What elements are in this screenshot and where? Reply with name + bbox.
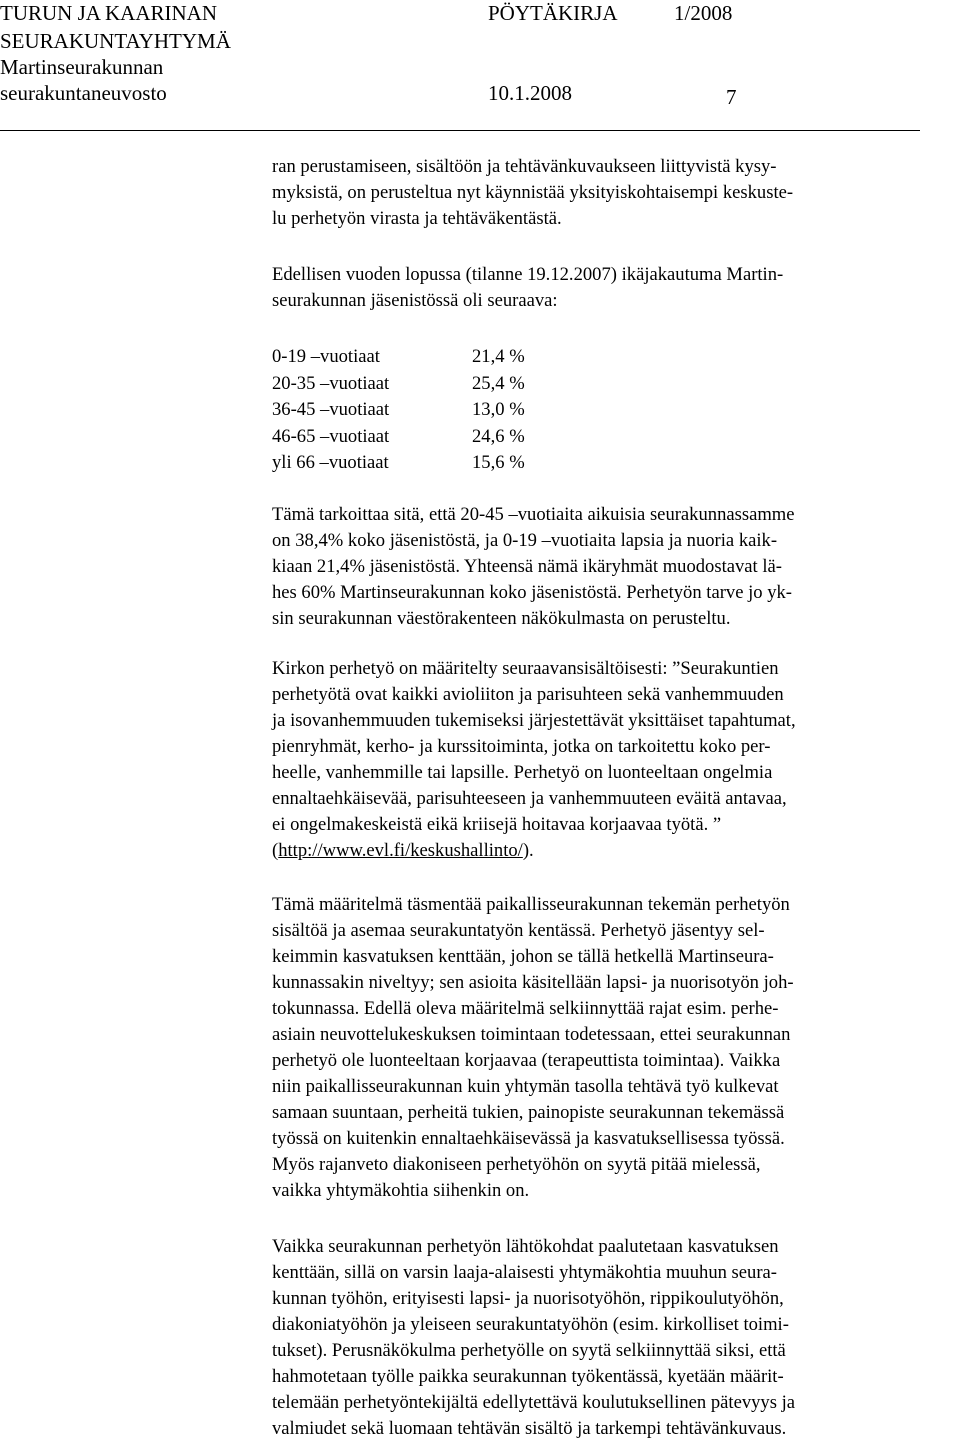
text-line: ennaltaehkäisevää, parisuhteeseen ja vanhemmuuteen eväitä antavaa, [272,788,787,809]
text-line: samaan suuntaan, perheitä tukien, painopiste seurakunnan tekemässä [272,1102,785,1123]
source-link[interactable]: http://www.evl.fi/keskushallinto/ [278,840,523,861]
text-line: Myös rajanveto diakoniseen perhetyöhön on syytä pitää mielessä, [272,1154,761,1175]
text-line: ei ongelmakeskeistä eikä kriisejä hoitavaa korjaavaa työtä. ” [272,814,722,835]
age-group-label: 36-45 –vuotiaat [272,399,390,420]
age-group-label: 0-19 –vuotiaat [272,346,380,367]
text-line: pienryhmät, kerho- ja kurssitoiminta, jotka on tarkoitettu koko per- [272,736,771,757]
text-line: Kirkon perhetyö on määritelty seuraavansisältöisesti: ”Seurakuntien [272,658,779,679]
paragraph-definition [272,656,896,864]
text-line: on 38,4% koko jäsenistöstä, ja 0-19 –vuotiaita lapsia ja nuoria kaik- [272,530,778,551]
age-group-label: 46-65 –vuotiaat [272,425,390,447]
organization-name-line2: SEURAKUNTAYHTYMÄ [0,29,231,53]
text-line: telemään perhetyöntekijältä edellytettävä koulutuksellinen pätevyys ja [272,1392,796,1413]
document-number: 1/2008 [674,1,733,25]
text-line: seurakunnan jäsenistössä oli seuraava: [272,290,558,311]
age-group-label: 20-35 –vuotiaat [272,372,390,394]
text-line: niin paikallisseurakunnan kuin yhtymän tasolla tehtävä työ kulkevat [272,1076,779,1097]
text-line: työssä on kuitenkin ennaltaehkäisevässä ja kasvatuksellisessa työssä. [272,1128,785,1149]
text-line: heelle, vanhemmille tai lapsille. Perhetyö on luonteeltaan ongelmia [272,762,773,783]
paragraph-background [272,154,896,232]
paragraph-age-analysis [272,502,896,632]
text-line: ran perustamiseen, sisältöön ja tehtävänkuvaukseen liittyvistä kysy- [272,156,777,177]
paragraph-specification [272,892,896,1204]
paren-close: ). [522,840,534,861]
source-reference [272,838,896,864]
age-group-percent: 24,6 % [472,425,525,447]
text-line: sin seurakunnan väestörakenteen näkökulmasta on perusteltu. [272,608,731,629]
text-line: kunnassakin niveltyy; sen asioita käsitellään lapsi- ja nuorisotyön joh- [272,972,794,993]
text-line: kiaan 21,4% jäsenistöstä. Yhteensä nämä ikäryhmät muodostavat lä- [272,556,782,577]
document-type: PÖYTÄKIRJA [488,1,618,25]
text-line: vaikka yhtymäkohtia siihenkin on. [272,1180,530,1201]
text-line: sisältöä ja asemaa seurakuntatyön kentässä. Perhetyö jäsentyy sel- [272,920,765,941]
text-line: hahmotetaan työlle paikka seurakunnan työkentässä, kyetään määrit- [272,1366,784,1387]
text-line: ja isovanhemmuuden tukemiseksi järjestettävät yksittäiset tapahtumat, [272,710,796,731]
age-group-percent: 21,4 % [472,346,525,367]
text-line: perhetyötä ovat kaikki avioliiton ja parisuhteen sekä vanhemmuuden [272,684,784,705]
paren-open: ( [272,840,279,861]
meeting-date: 10.1.2008 [488,81,572,105]
header-divider [0,130,920,131]
text-line: kunnan työhön, erityisesti lapsi- ja nuorisotyöhön, rippikoulutyöhön, [272,1288,784,1309]
paragraph-age-intro [272,262,896,314]
text-line: valmiudet sekä luomaan tehtävän sisältö ja tarkempi tehtävänkuvaus. [272,1418,787,1439]
text-line: perhetyö ole luonteeltaan korjaavaa (terapeuttista toimintaa). Vaikka [272,1050,781,1071]
text-line: asiain neuvottelukeskuksen toimintaan todetessaan, ettei seurakunnan [272,1024,791,1045]
council-name: seurakuntaneuvosto [0,81,167,105]
age-group-percent: 15,6 % [472,452,525,473]
text-line: tokunnassa. Edellä oleva määritelmä selkiinnyttää rajat esim. perhe- [272,998,779,1019]
organization-name-line1: TURUN JA KAARINAN [0,1,218,25]
parish-name: Martinseurakunnan [0,55,164,79]
text-line: diakoniatyöhön ja yleiseen seurakuntatyöhön (esim. kirkolliset toimi- [272,1314,789,1335]
text-line: myksistä, on perusteltua nyt käynnistää yksityiskohtaisempi keskuste- [272,182,794,203]
age-group-label: yli 66 –vuotiaat [272,452,389,473]
text-line: Tämä tarkoittaa sitä, että 20-45 –vuotiaita aikuisia seurakunnassamme [272,504,795,525]
page-number: 7 [726,85,737,109]
text-line: tukset). Perusnäkökulma perhetyölle on syytä selkiinnyttää siksi, että [272,1340,786,1361]
text-line: keimmin kasvatuksen kenttään, johon se tällä hetkellä Martinseura- [272,946,774,967]
text-line: lu perhetyön virasta ja tehtäväkentästä. [272,208,562,229]
text-line: Tämä määritelmä täsmentää paikallisseurakunnan tekemän perhetyön [272,894,790,915]
age-group-percent: 25,4 % [472,372,525,394]
text-line: Edellisen vuoden lopussa (tilanne 19.12.2007) ikäjakautuma Martin- [272,264,784,285]
age-group-percent: 13,0 % [472,399,525,420]
paragraph-conclusion [272,1234,896,1442]
text-line: hes 60% Martinseurakunnan koko jäsenistöstä. Perhetyön tarve jo yk- [272,582,792,603]
text-line: kenttään, sillä on varsin laaja-alaisesti yhtymäkohtia muuhun seura- [272,1262,777,1283]
text-line: Vaikka seurakunnan perhetyön lähtökohdat paalutetaan kasvatuksen [272,1236,779,1257]
